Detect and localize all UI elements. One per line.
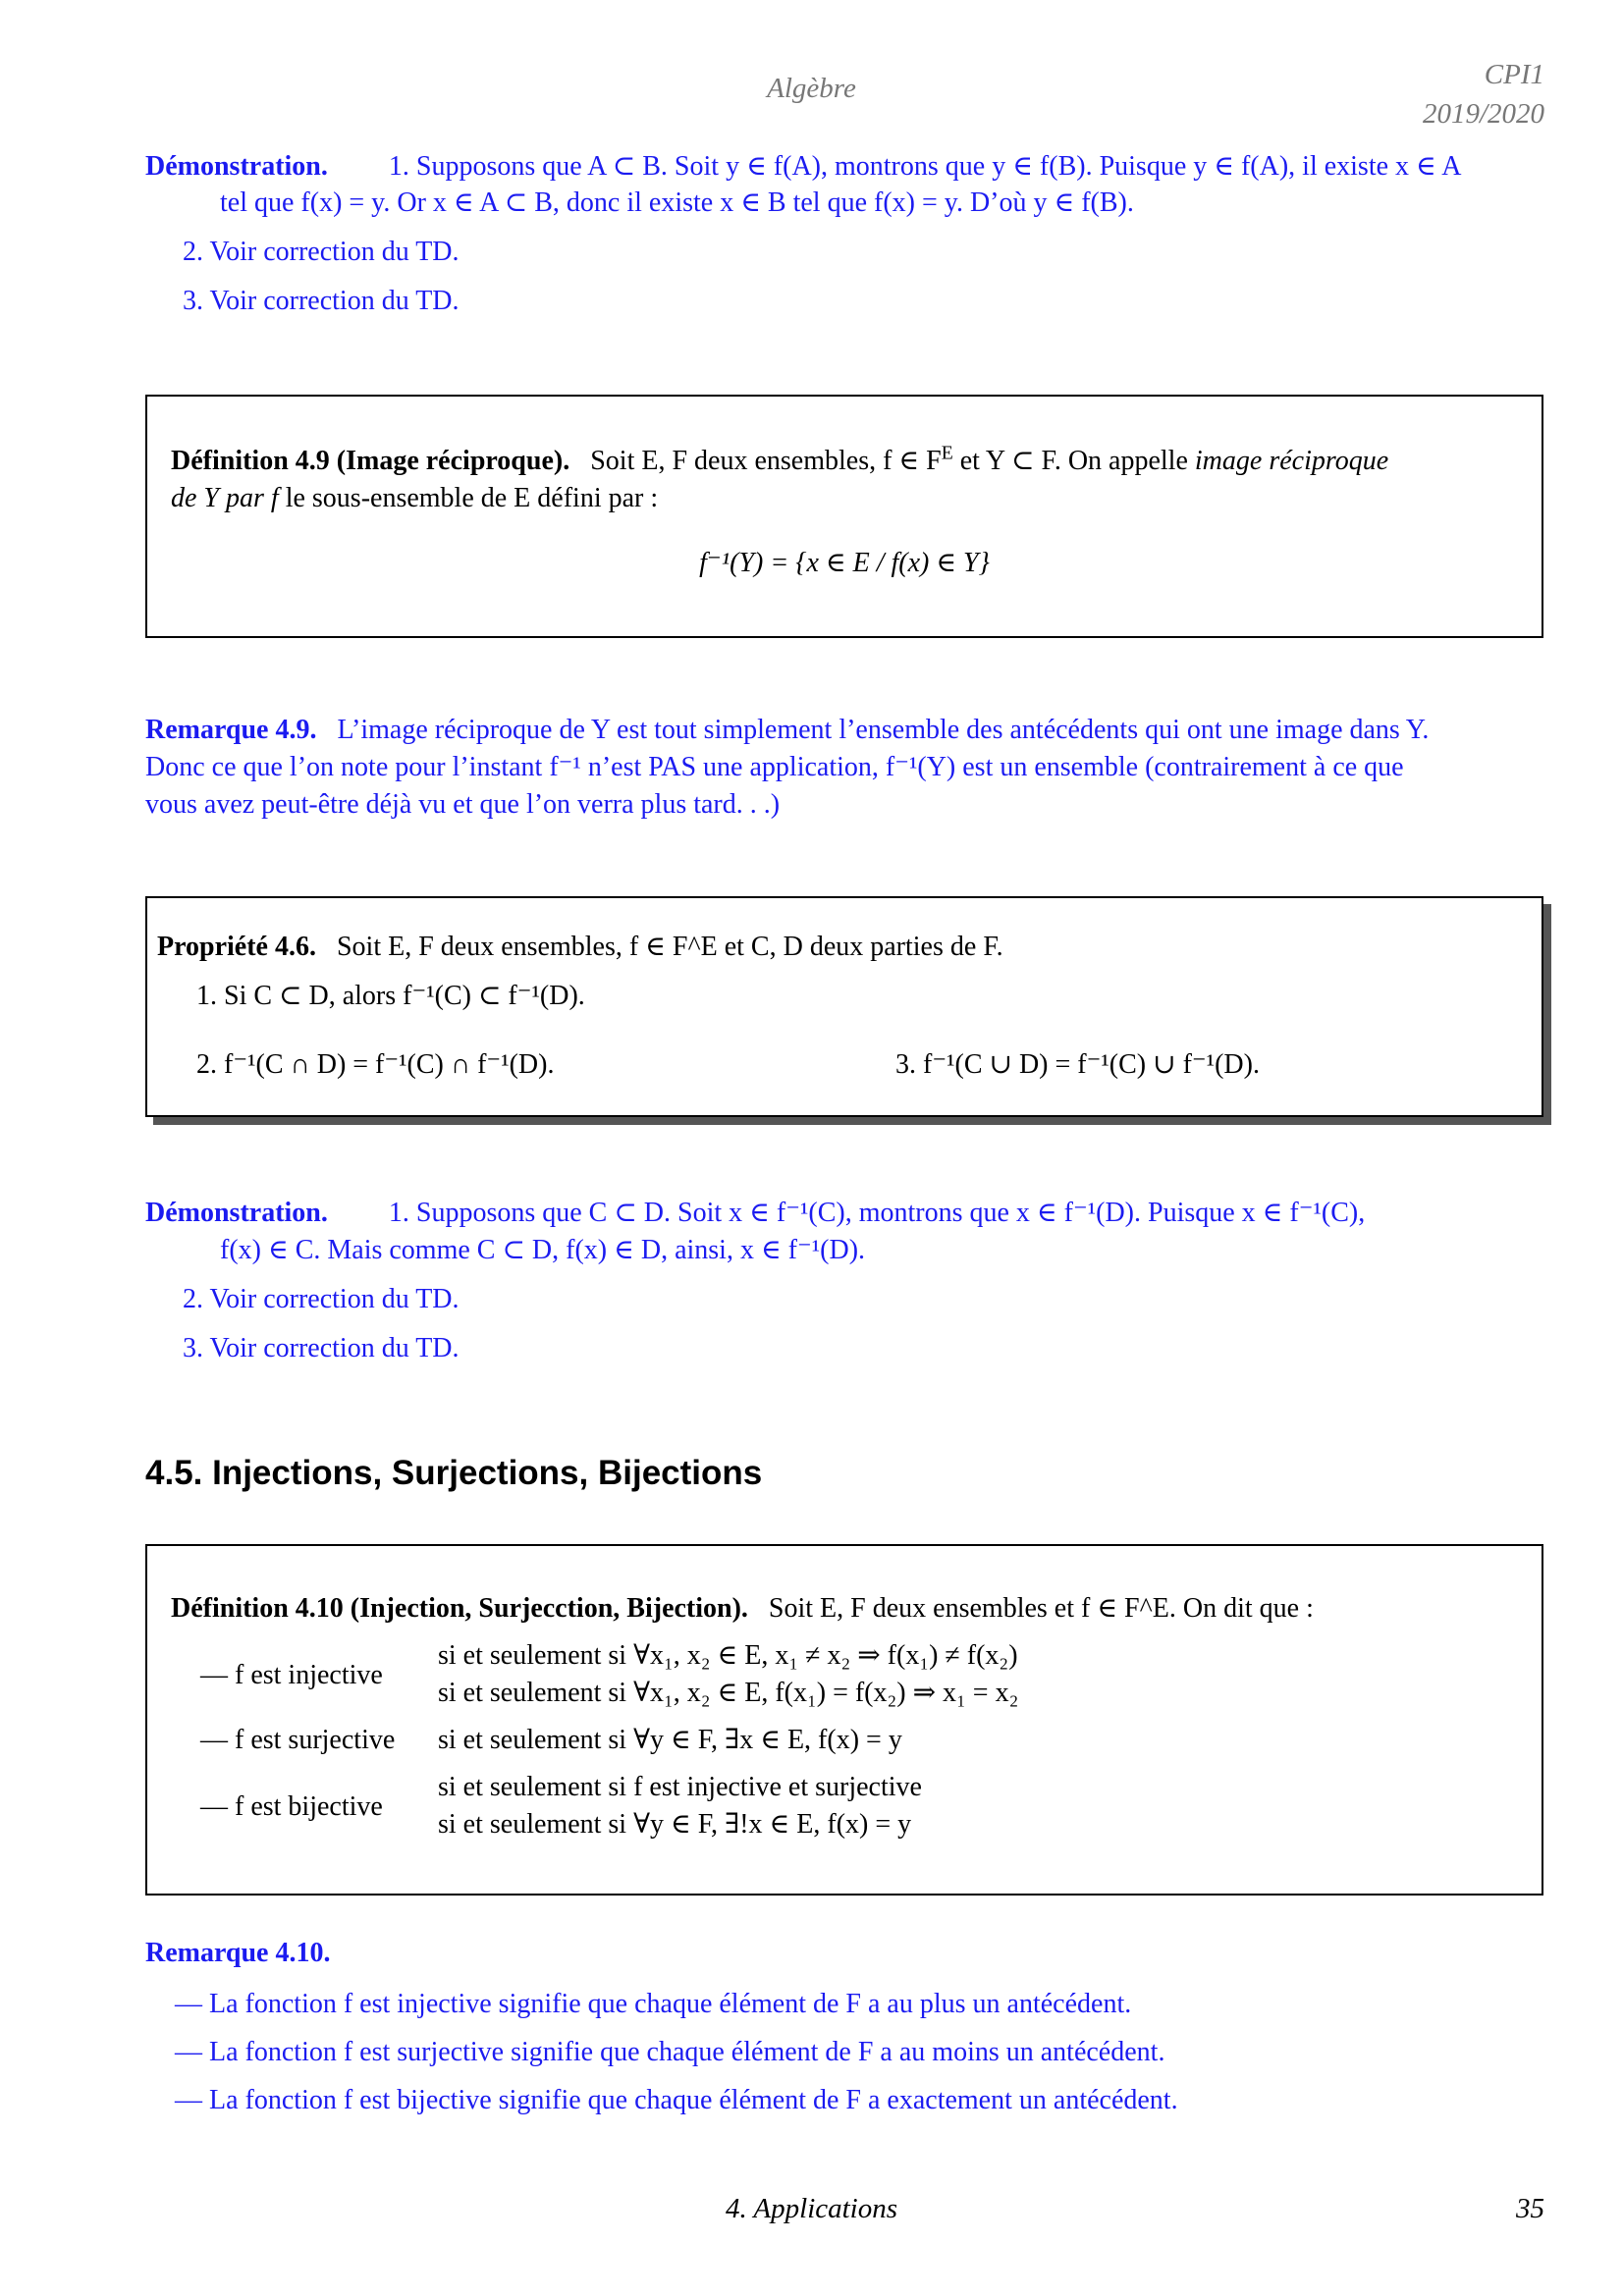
rem49-line2: Donc ce que l’on note pour l’instant f⁻¹ n’est PAS une application, f⁻¹(Y) est un ensemble (contrairement à ce que <box>145 752 1404 782</box>
def410-label: Définition 4.10 (Injection, Surjecction, Bijection). <box>171 1593 748 1624</box>
def49-line2-text: le sous-ensemble de E défini par : <box>278 483 659 513</box>
section-heading: 4.5. Injections, Surjections, Bijections <box>145 1454 763 1492</box>
demo1-label: Démonstration. <box>145 151 328 182</box>
prop46-label: Propriété 4.6. <box>157 932 316 962</box>
demo1-item3: 3. Voir correction du TD. <box>183 286 460 316</box>
header-course: CPI1 <box>1484 59 1544 90</box>
def410-bijective-1: si et seulement si f est injective et surjective <box>438 1772 922 1802</box>
prop46-text: Soit E, F deux ensembles, f ∈ F^E et C, D deux parties de F. <box>336 932 1003 962</box>
definition-4-10-box <box>145 1544 1543 1896</box>
prop46-line1 <box>157 930 1003 965</box>
demo1-item1-line2: tel que f(x) = y. Or x ∈ A ⊂ B, donc il existe x ∈ B tel que f(x) = y. D’où y ∈ f(B). <box>220 187 1134 218</box>
prop46-item2: 2. f⁻¹(C ∩ D) = f⁻¹(C) ∩ f⁻¹(D). <box>196 1049 555 1080</box>
header-year: 2019/2020 <box>1422 98 1544 130</box>
rem410-label-text: Remarque 4.10. <box>145 1938 331 1968</box>
rem410-item: — La fonction f est injective signifie que chaque élément de F a au plus un antécédent. <box>175 1989 1132 2019</box>
rem49-line1 <box>145 713 1429 748</box>
rem49-label: Remarque 4.9. <box>145 715 317 745</box>
def410-bijective-2: si et seulement si ∀y ∈ F, ∃!x ∈ E, f(x) = y <box>438 1809 912 1840</box>
def410-surjective-label: — f est surjective <box>200 1725 396 1755</box>
header-title: Algèbre <box>767 73 856 104</box>
def410-text: Soit E, F deux ensembles et f ∈ F^E. On dit que : <box>768 1593 1314 1624</box>
def49-line2-italic: de Y par f <box>171 483 279 513</box>
demo1-first-line <box>145 149 1461 185</box>
def49-formula: f⁻¹(Y) = {x ∈ E / f(x) ∈ Y} <box>699 548 990 578</box>
header-course-info <box>1423 55 1544 133</box>
demo2-first-line <box>145 1196 1365 1231</box>
def410-line1 <box>171 1591 1314 1627</box>
def410-injective-2: si et seulement si ∀x₁, x₂ ∈ E, f(x₁) = f(x₂) ⇒ x₁ = x₂ <box>438 1678 1019 1708</box>
demo1-item2: 2. Voir correction du TD. <box>183 237 460 267</box>
def49-line2 <box>171 481 658 516</box>
def410-injective-label: — f est injective <box>200 1660 383 1690</box>
rem410-label <box>145 1936 330 1971</box>
rem49-line3: vous avez peut-être déjà vu et que l’on verra plus tard. . .) <box>145 789 781 820</box>
rem49-text1: L’image réciproque de Y est tout simplement l’ensemble des antécédents qui ont une image dans Y. <box>337 715 1430 745</box>
def49-text2: et Y ⊂ F. On appelle <box>952 446 1195 476</box>
def49-label: Définition 4.9 (Image réciproque). <box>171 446 570 476</box>
demo2-item3: 3. Voir correction du TD. <box>183 1333 460 1363</box>
rem410-item: — La fonction f est surjective signifie que chaque élément de F a au moins un antécédent. <box>175 2037 1165 2067</box>
footer-page-number: 35 <box>1516 2193 1544 2224</box>
prop46-item1: 1. Si C ⊂ D, alors f⁻¹(C) ⊂ f⁻¹(D). <box>196 981 585 1011</box>
def49-line1 <box>171 444 1388 479</box>
footer-chapter: 4. Applications <box>725 2193 898 2224</box>
definition-4-9-box <box>145 395 1543 638</box>
def410-surjective-1: si et seulement si ∀y ∈ F, ∃x ∈ E, f(x) = y <box>438 1725 902 1755</box>
def49-sup: E <box>941 443 953 464</box>
rem410-item: — La fonction f est bijective signifie que chaque élément de F a exactement un antécédent. <box>175 2085 1178 2115</box>
demo1-item1-number: 1. <box>388 151 409 182</box>
demo1-item1-line1: Supposons que A ⊂ B. Soit y ∈ f(A), montrons que y ∈ f(B). Puisque y ∈ f(A), il existe x ∈ A <box>415 151 1462 182</box>
def410-injective-1: si et seulement si ∀x₁, x₂ ∈ E, x₁ ≠ x₂ ⇒ f(x₁) ≠ f(x₂) <box>438 1640 1018 1671</box>
def49-text1: Soit E, F deux ensembles, f ∈ F <box>590 446 942 476</box>
demo2-item1-line1: 1. Supposons que C ⊂ D. Soit x ∈ f⁻¹(C), montrons que x ∈ f⁻¹(D). Puisque x ∈ f⁻¹(C), <box>388 1198 1366 1228</box>
def410-bijective-label: — f est bijective <box>200 1791 383 1822</box>
demo2-item1-line2: f(x) ∈ C. Mais comme C ⊂ D, f(x) ∈ D, ainsi, x ∈ f⁻¹(D). <box>220 1235 866 1265</box>
def49-italic1: image réciproque <box>1194 446 1389 476</box>
property-4-6-box <box>145 896 1543 1117</box>
prop46-item3: 3. f⁻¹(C ∪ D) = f⁻¹(C) ∪ f⁻¹(D). <box>895 1049 1260 1080</box>
demo2-label: Démonstration. <box>145 1198 328 1228</box>
demo2-item2: 2. Voir correction du TD. <box>183 1284 460 1314</box>
